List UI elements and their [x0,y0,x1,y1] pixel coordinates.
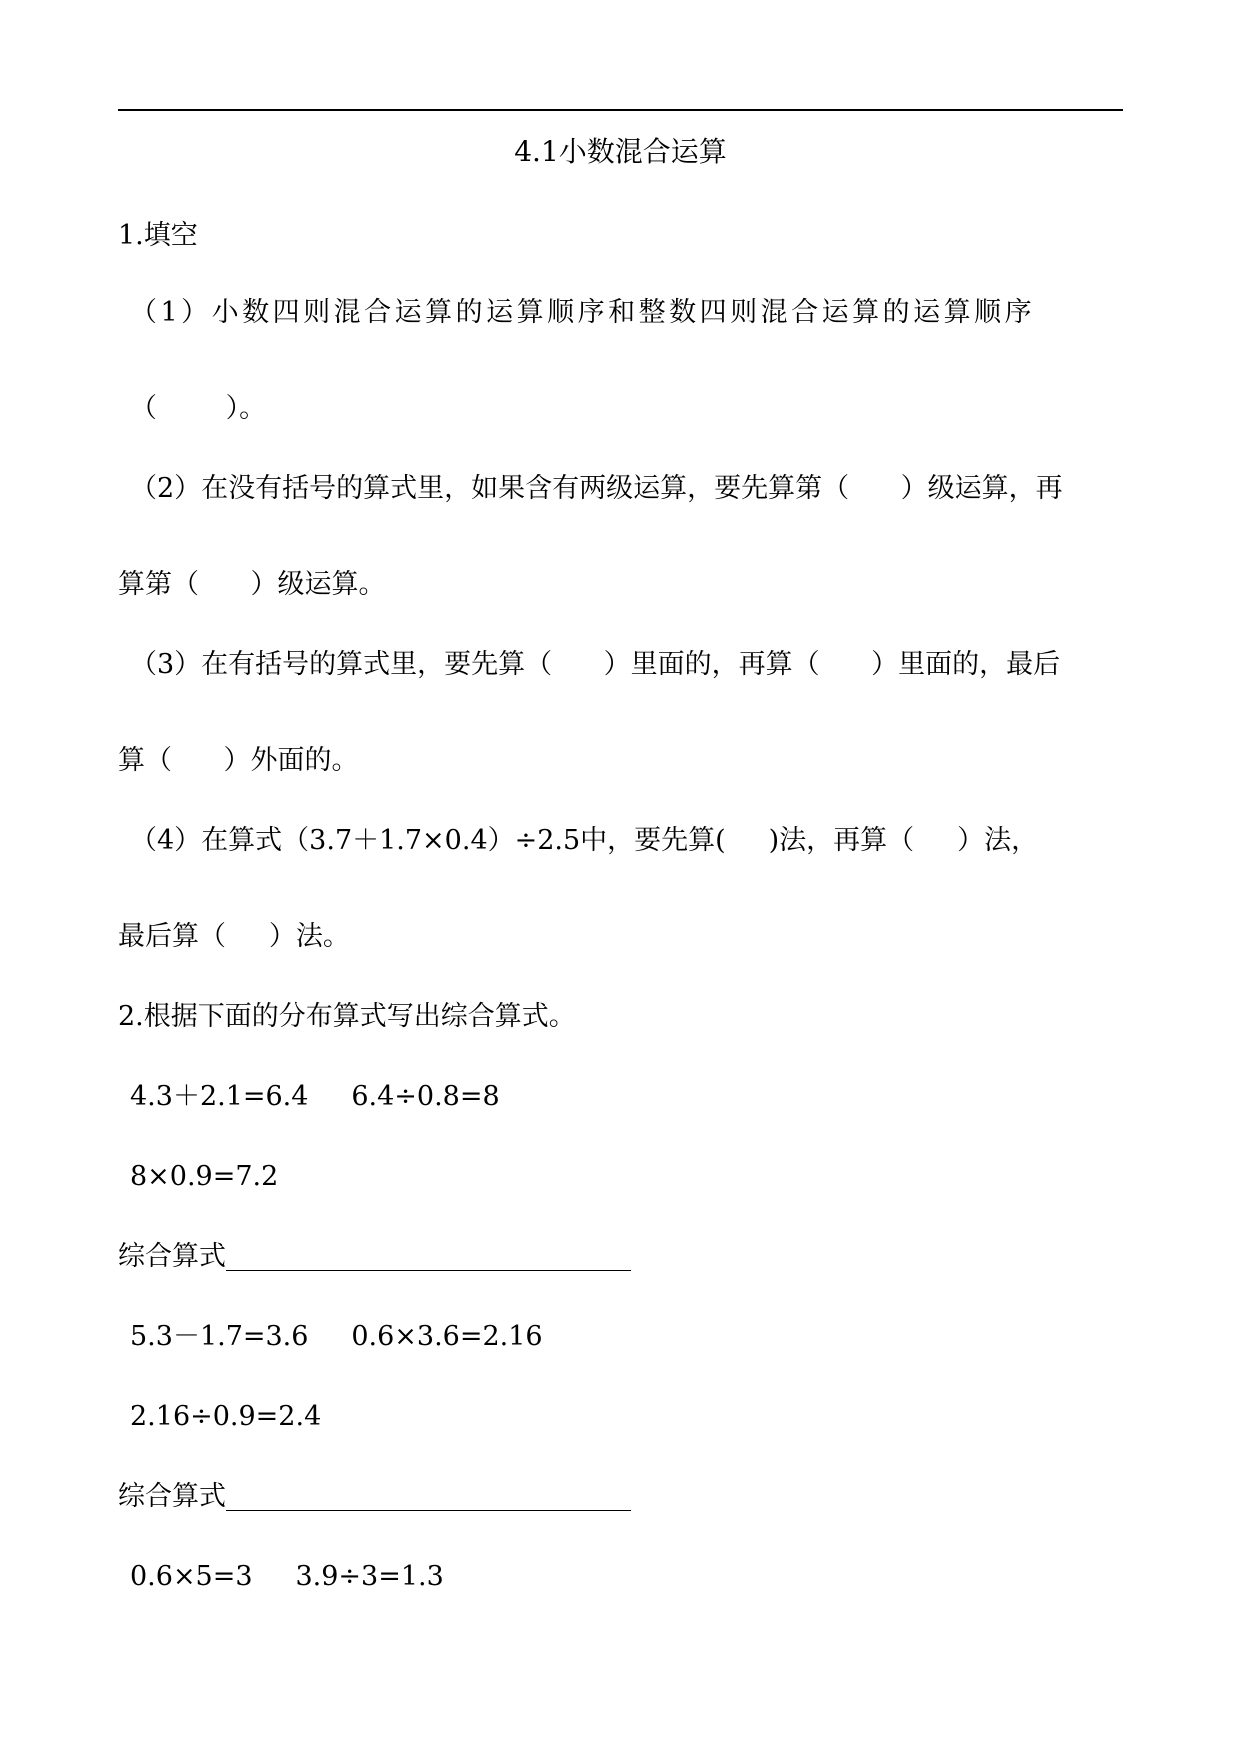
answer-blank-2[interactable] [226,1510,631,1511]
question-1-line-1: （1）小数四则混合运算的运算顺序和整数四则混合运算的运算顺序 [130,297,1036,328]
step-equations-2a: 5.3－1.7=3.6 0.6×3.6=2.16 [130,1321,543,1352]
answer-label-2: 综合算式 [118,1481,226,1512]
question-4-line-2: 最后算（ ）法。 [118,921,350,952]
header-rule [118,109,1123,111]
answer-row-2 [118,1480,631,1514]
page-title: 4.1小数混合运算 [514,135,727,168]
answer-blank-1[interactable] [226,1270,631,1271]
question-3-line-2: 算（ ）外面的。 [118,745,359,776]
question-2-line-1: （2）在没有括号的算式里，如果含有两级运算，要先算第（ ）级运算，再 [130,473,1063,504]
answer-row-1 [118,1240,631,1274]
question-1-line-2: （ ）。 [130,393,267,424]
step-equations-2b: 2.16÷0.9=2.4 [130,1401,322,1432]
section-1-heading: 1.填空 [118,220,198,251]
step-equations-1a: 4.3＋2.1=6.4 6.4÷0.8=8 [130,1081,500,1112]
step-equations-1b: 8×0.9=7.2 [130,1161,279,1192]
answer-label-1: 综合算式 [118,1241,226,1272]
question-2-line-2: 算第（ ）级运算。 [118,569,386,600]
section-2-heading: 2.根据下面的分布算式写出综合算式。 [118,1001,576,1032]
step-equations-3a: 0.6×5=3 3.9÷3=1.3 [130,1561,444,1592]
question-3-line-1: （3）在有括号的算式里，要先算（ ）里面的，再算（ ）里面的，最后 [130,649,1061,680]
question-4-line-1: （4）在算式（3.7＋1.7×0.4）÷2.5中，要先算( )法，再算（ ）法， [130,825,1039,856]
